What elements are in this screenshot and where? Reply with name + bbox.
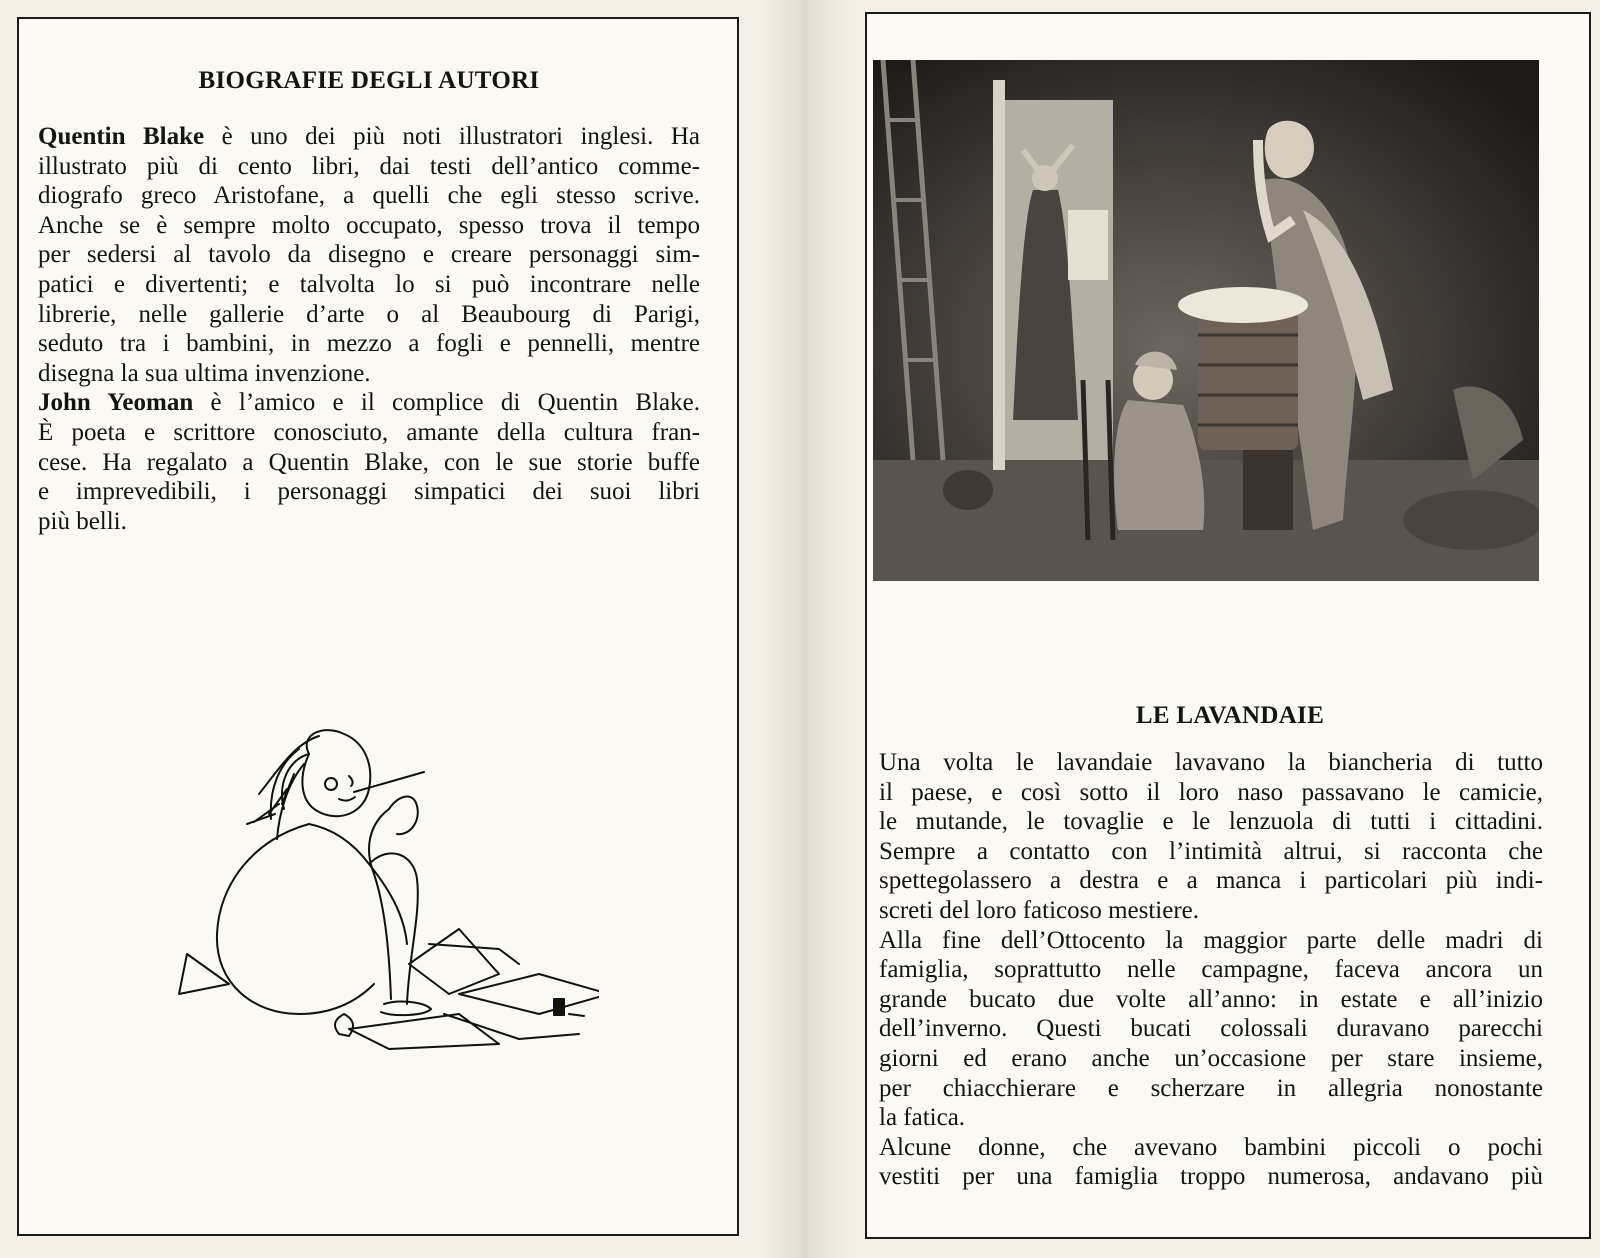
- text-line: Alcune donne, che avevano bambini piccoli o pochi: [879, 1133, 1543, 1161]
- page-title: BIOGRAFIE DEGLI AUTORI: [198, 67, 540, 94]
- text-line: la fatica.: [879, 1104, 966, 1132]
- text-line: Sempre a contatto con l’intimità altrui, si racconta che: [879, 837, 1543, 865]
- bio-line: librerie, nelle gallerie d’arte o al Beaubourg di Parigi,: [38, 300, 700, 328]
- text-line: per chiacchierare e scherzare in allegria nonostante: [879, 1074, 1543, 1102]
- bio-line: cese. Ha regalato a Quentin Blake, con le sue storie buffe: [38, 448, 700, 476]
- lavandaie-text: [879, 748, 1543, 1192]
- bio-line: disegna la sua ultima invenzione.: [38, 359, 371, 387]
- bio-line: diografo greco Aristofane, a quelli che egli stesso scrive.: [38, 182, 700, 210]
- author-name-quentin-blake: Quentin Blake: [38, 123, 205, 150]
- bio-line: È poeta e scrittore conosciuto, amante della cultura fran-: [38, 418, 700, 446]
- bio-line: seduto tra i bambini, in mezzo a fogli e pennelli, mentre: [38, 330, 700, 358]
- text-line: spettegolassero a destra e a manca i particolari più indi-: [879, 867, 1543, 895]
- text-line: Una volta le lavandaie lavavano la biancheria di tutto: [879, 749, 1543, 776]
- text-line: le mutande, le tovaglie e le lenzuola di tutti i cittadini.: [879, 808, 1543, 836]
- author-biographies: [38, 122, 700, 536]
- text-line: vestiti per una famiglia troppo numerosa, andavano più: [879, 1163, 1543, 1191]
- text-line: screti del loro faticoso mestiere.: [879, 896, 1200, 924]
- author-name-john-yeoman: John Yeoman: [38, 389, 194, 417]
- left-page: [17, 17, 739, 1236]
- painting-illustration: [873, 60, 1539, 581]
- text-line: famiglia, soprattutto nelle campagne, faceva ancora un: [879, 956, 1543, 984]
- bio-line: più belli.: [38, 507, 127, 535]
- text-line: il paese, e così sotto il loro naso passavano le camicie,: [879, 778, 1543, 806]
- bio-line: John Yeoman è l’amico e il complice di Quentin Blake.: [38, 389, 700, 417]
- bio-line: illustrato più di cento libri, dai testi dell’antico comme-: [38, 152, 700, 180]
- bio-line: Quentin Blake è uno dei più noti illustratori inglesi. Ha: [38, 123, 700, 150]
- bio-line: e imprevedibili, i personaggi simpatici dei suoi libri: [38, 478, 700, 506]
- text-line: giorni ed erano anche un’occasione per stare insieme,: [879, 1044, 1543, 1072]
- text-line: Alla fine dell’Ottocento la maggior parte delle madri di: [879, 926, 1543, 954]
- illustrator-sketch-drawing: [159, 714, 599, 1054]
- text-line: grande bucato due volte all’anno: in estate e all’inizio: [879, 985, 1543, 1013]
- bio-line: per sedersi al tavolo da disegno e creare personaggi sim-: [38, 241, 700, 269]
- bio-line: patici e divertenti; e talvolta lo si può incontrare nelle: [38, 270, 700, 298]
- bio-line: Anche se è sempre molto occupato, spesso trova il tempo: [38, 211, 700, 239]
- section-title: LE LAVANDAIE: [1135, 702, 1325, 729]
- washerwoman-painting-image: [873, 60, 1539, 581]
- right-page: [865, 12, 1591, 1239]
- text-line: dell’inverno. Questi bucati colossali duravano parecchi: [879, 1015, 1543, 1043]
- book-gutter-shadow: [760, 0, 850, 1258]
